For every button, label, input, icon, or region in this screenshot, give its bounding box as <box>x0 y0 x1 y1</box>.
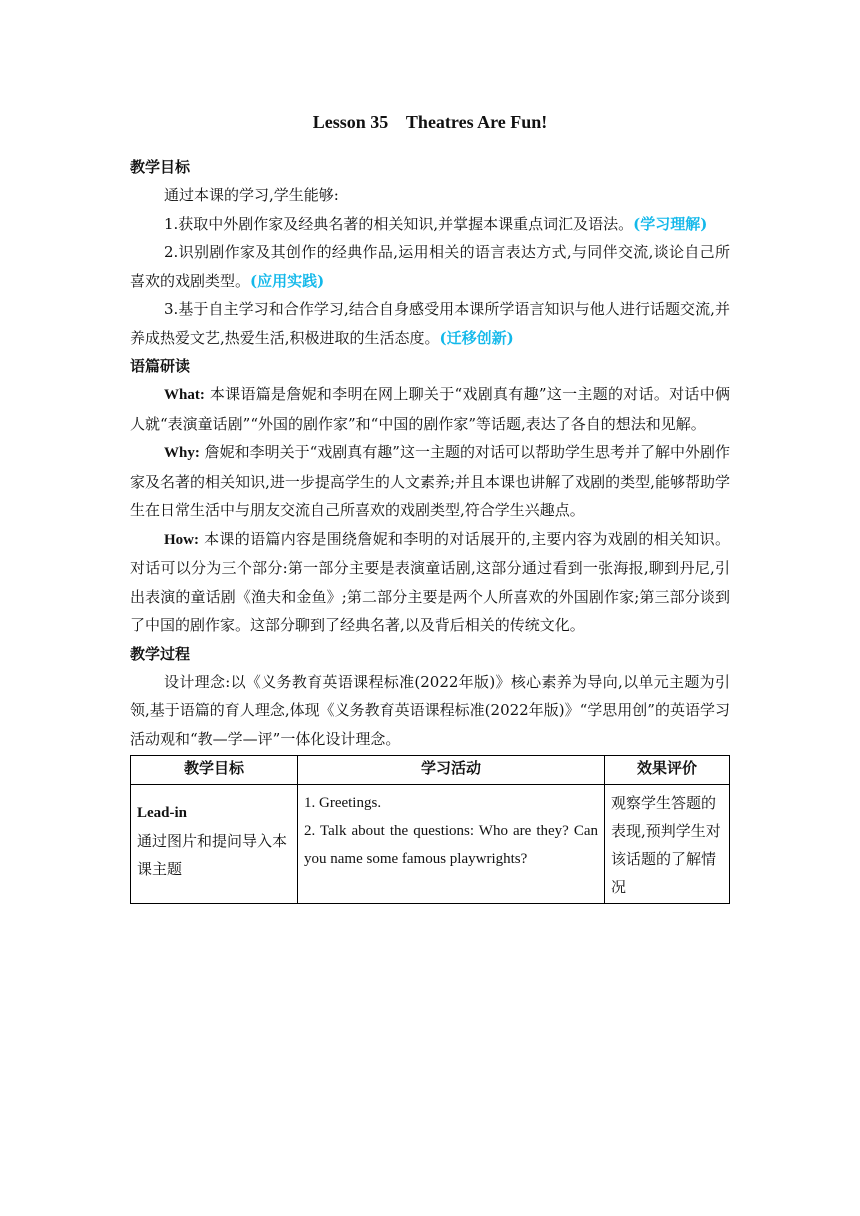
what-text: 本课语篇是詹妮和李明在网上聊关于“戏剧真有趣”这一主题的对话。对话中俩人就“表演童话剧”“外国的剧作家”和“中国的剧作家”等话题,表达了各自的想法和见解。 <box>130 385 730 433</box>
why-paragraph <box>130 438 730 525</box>
activity-cell <box>298 785 605 904</box>
process-heading: 教学过程 <box>130 644 191 663</box>
goal-tag: (应用实践) <box>250 271 325 290</box>
how-text: 本课的语篇内容是围绕詹妮和李明的对话展开的,主要内容为戏剧的相关知识。对话可以分为三个部分:第一部分主要是表演童话剧,这部分通过看到一张海报,聊到丹尼,引出表演的童话剧《渔夫和金鱼》;第二部分主要是两个人所喜欢的外国剧作家;第三部分谈到了中国的剧作家。这部分聊到了经典名著,以及背后相关的传统文化。 <box>130 529 730 634</box>
what-paragraph <box>130 380 730 438</box>
lesson-title: Lesson 35 Theatres Are Fun! <box>312 112 548 132</box>
goal-text: 2.识别剧作家及其创作的经典作品,运用相关的语言表达方式,与同伴交流,谈论自己所喜欢的戏剧类型。 <box>130 243 730 290</box>
why-label: Why: <box>164 445 200 461</box>
goal-item-1 <box>130 210 730 239</box>
table-header: 教学目标 <box>131 756 298 785</box>
goals-heading: 教学目标 <box>130 158 191 176</box>
goal-text: 1.获取中外剧作家及经典名著的相关知识,并掌握本课重点词汇及语法。 <box>164 214 634 233</box>
how-label: How: <box>164 531 199 548</box>
goal-item-2 <box>130 238 730 295</box>
table-header: 学习活动 <box>298 756 605 785</box>
activity-item: 2. Talk about the questions: Who are they? Can you name some famous playwrights? <box>304 823 598 867</box>
table-header: 效果评价 <box>605 756 730 785</box>
lesson-table <box>130 755 730 904</box>
stage-desc: 通过图片和提问导入本课主题 <box>137 832 288 878</box>
stage-name: Lead-in <box>137 805 188 821</box>
goal-item-3 <box>130 295 730 352</box>
goals-intro: 通过本课的学习,学生能够: <box>164 186 339 204</box>
goal-text: 3.基于自主学习和合作学习,结合自身感受用本课所学语言知识与他人进行话题交流,并养成热爱文艺,热爱生活,积极进取的生活态度。 <box>130 300 730 347</box>
goal-tag: (学习理解) <box>633 214 708 233</box>
table-row <box>131 785 730 904</box>
evaluation-cell: 观察学生答题的表现,预判学生对该话题的了解情况 <box>605 785 730 904</box>
table-header-row <box>131 756 730 785</box>
design-paragraph: 设计理念:以《义务教育英语课程标准(2022年版)》核心素养为导向,以单元主题为引领,基于语篇的育人理念,体现《义务教育英语课程标准(2022年版)》“学思用创”的英语学习活动观和“教—学—评”一体化设计理念。 <box>130 672 730 748</box>
why-text: 詹妮和李明关于“戏剧真有趣”这一主题的对话可以帮助学生思考并了解中外剧作家及名著的相关知识,进一步提高学生的人文素养;并且本课也讲解了戏剧的类型,能够帮助学生在日常生活中与朋友交流自己所喜欢的戏剧类型,符合学生兴趣点。 <box>130 443 730 519</box>
reading-heading: 语篇研读 <box>130 357 191 375</box>
what-label: What: <box>164 387 205 403</box>
how-paragraph <box>130 525 730 640</box>
goal-tag: (迁移创新) <box>439 328 514 347</box>
activity-item: 1. Greetings. <box>304 795 382 811</box>
stage-cell <box>131 785 298 904</box>
document-page <box>130 112 730 904</box>
